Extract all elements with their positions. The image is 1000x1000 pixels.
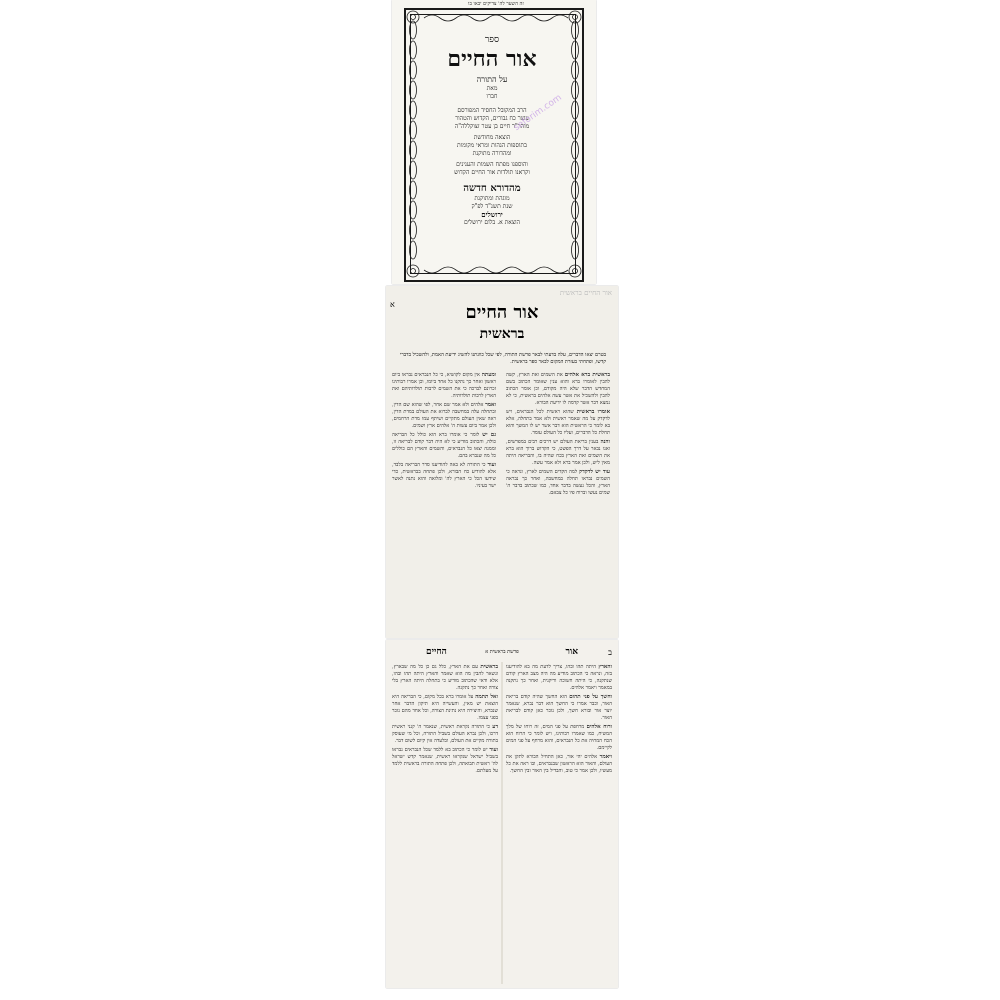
- title-body-line: וקראנו תולדות אור החיים הקדוש: [454, 169, 530, 176]
- text-column-right: [506, 372, 610, 632]
- text-column-left: [392, 372, 496, 632]
- running-header-left: החיים: [426, 647, 447, 657]
- commentary-paragraph: ויאמר אלהים יהי אור, כאן התחיל הבורא לתקן את העולם, והאור הוא הראשון שבנבראים, ובו ראה את כל מעשיו, ולכן אמר כי טוב, והבדיל בין האור ובין החשך.: [506, 754, 612, 774]
- page-number: ב: [608, 648, 612, 657]
- commentary-paragraph: ואמר אלהים ולא אמר שם אחר, לפי שהוא שם הדין, ובתחלה עלה במחשבה לברוא את העולם במדת הדין, ראה שאין העולם מתקיים ושיתף עמו מדת הרחמים, ולכן אמר ביום עשות ה' אלהים ארץ ושמים.: [392, 402, 496, 429]
- title-body-line: ומהדורה מתוקנת: [472, 150, 512, 157]
- page-letter: א: [390, 300, 395, 309]
- title-page-scan: [392, 0, 596, 284]
- title-body-line: הוצאה מחודשת: [473, 134, 511, 141]
- edition-line: מהדורא חדשה: [463, 183, 521, 194]
- commentary-paragraph: ורוח אלהים מרחפת על פני המים, זה רוחו של מלך המשיח, כמו שאמרו רבותינו, ויש לומר כי הרוח הוא הכח המחיה את כל הנבראים, והוא מרחף על פני המים לקיימם.: [506, 724, 612, 751]
- intro-paragraph: בטרם יצאו הדברים, עלה בדעתי לבאר פרשת התורה, לפי שכל כוונתנו להשיג ידיעת האמת, ולהשכיל בדברי קדשו, ופתחתי בעזרת המקום לבאר ספר בראשית.: [400, 352, 606, 365]
- commentary-paragraph: והארץ היתה תהו ובהו, צריך לדעת מה בא להודיענו בזה, ונראה כי הכתוב מודיע מה היה מצב הארץ קודם שנתקנה, כי היתה חשוכה וריקנית, ואחר כך נתקנה במאמר ויאמר אלהים.: [506, 664, 612, 691]
- title-page-content: [422, 30, 562, 264]
- book-title: אור החיים: [447, 46, 537, 72]
- commentary-paragraph: וחשך על פני תהום הוא החשך שהיה קודם בריאת האור, וכבר אמרו כי החשך הוא דבר נברא, שנאמר יוצר אור ובורא חשך, ולכן נזכר כאן קודם לבריאת האור.: [506, 694, 612, 721]
- title-body-line: הרב המקובל החסיד המפורסם: [457, 107, 527, 114]
- page-title: אור החיים: [465, 302, 539, 323]
- subtitle-line: מאת: [486, 85, 498, 92]
- commentary-paragraph: בראשית עם את הארץ, כלל גם כן כל מה שבארץ, ונשאר להבין מה הוא שאמר והארץ היתה תהו ובהו, אלא ודאי שהכתוב מודיע כי בתחלה היתה הארץ בלי צורה ואחר כך נתקנה.: [392, 664, 498, 691]
- title-body-line: מוהר"ר חיים בן עטר זצוקללה"ה: [454, 123, 530, 130]
- subtitle-line: חברו: [486, 93, 498, 100]
- imprint-line: ירושלים: [481, 211, 503, 219]
- title-body-line: עוצר כח גבורים, הקדוש והטהור: [455, 115, 529, 122]
- page-bereishit-scan: [386, 286, 618, 638]
- imprint-line: הוצאת א. בלום ירושלים: [463, 219, 521, 226]
- title-page-top-strip: זה השער לה' צדיקים יבאו בו: [468, 1, 524, 7]
- page-spread-scan: [386, 640, 618, 988]
- commentary-paragraph: ועוד כי התורה לא באה להודיענו סדר הבריאה בלבד, אלא להודיע כח הבורא, ולכן פתחה בבראשית, כדי שידעו הכל כי הארץ לה' ומלואה והוא נתנה לאשר ישר בעיניו.: [392, 462, 496, 489]
- sefer-label: ספר: [484, 35, 500, 45]
- running-title: פרשת בראשית א: [485, 649, 519, 655]
- subtitle-line: על התורה: [476, 75, 508, 84]
- column-gutter: [501, 662, 503, 984]
- title-body-line: והוספנו מפתח השמות והענינים: [456, 161, 528, 168]
- text-column-left: [392, 664, 498, 984]
- text-column-right: [506, 664, 612, 984]
- imprint-line: שנת תשנ"ד לפ"ק: [471, 203, 513, 210]
- commentary-paragraph: והנה בענין בריאת העולם יש דרכים רבים במפרשים, ואנו נבאר על דרך הפשט, כי הקדוש ברוך הוא ברא את השמים ואת הארץ בכח שהיה בו, והבריאה היתה מאין ליש, ולכן אמר ברא ולא אמר עשה.: [506, 439, 610, 466]
- running-header-right: אור: [565, 647, 578, 657]
- commentary-paragraph: בראשית ברא אלהים את השמים ואת הארץ, קשה להבין לאומרו ברא והוא ענין שאומר הכתוב בשם המחדש הדבר שלא היה מקודם, וכן אומר הכתוב להבין ולהשכיל את אשר עשה אלהים בראשית, כי לא נמצא דבר אשר קדמה לו ידיעת הבורא.: [506, 372, 610, 406]
- title-body-line: בתוספות הגהות ומראי מקומות: [457, 142, 527, 149]
- commentary-paragraph: ואל תתמה על אומרו ברא בכל מקום, כי הבריאה היא הוצאת יש מאין, והעשייה היא תיקון הדבר אחר שנברא, והיצירה היא נתינת הצורה, וכל אחד מהם נזכר בפני עצמו.: [392, 694, 498, 721]
- commentary-paragraph: ומעתה אין מקום לקושיא, כי כל הנבראים נבראו ביום ראשון ואחר כך נתקנו כל אחד ביומו, וכן אמרו רבותינו זכרונם לברכה כי את השמים לרבות תולדותיהם ואת הארץ לרבות תולדותיה.: [392, 372, 496, 399]
- commentary-paragraph: עוד יש לדקדק למה הקדים השמים לארץ, ונראה כי השמים נבראו תחלה במחשבה, ואחר כך נבראה הארץ, והכל נעשה בדבר אחד, כמו שכתוב בדבר ה' שמים נעשו וברוח פיו כל צבאם.: [506, 469, 610, 496]
- commentary-paragraph: גם יש לומר כי אומרו ברא הוא כולל כל הבריאה כולה, והכתוב מודיע כי לא היה דבר קודם לבריאה זו, וממנה יצאו כל הנבראים, והשמים והארץ הם כוללים כל מה שנברא בהם.: [392, 432, 496, 459]
- parsha-title: בראשית: [479, 326, 525, 342]
- commentary-paragraph: ועוד יש לומר כי הכתוב בא ללמד שכל הנבראים נבראו בשביל ישראל שנקראו ראשית, שנאמר קדש ישראל לה' ראשית תבואתה, ולכן פתחה התורה בראשית ללמד על מעלתם.: [392, 747, 498, 774]
- commentary-paragraph: דע כי התורה נקראת ראשית, שנאמר ה' קנני ראשית דרכו, ולכן נברא העולם בשביל התורה, וכל מי שעוסק בתורה מקיים את העולם, ובלעדה אין קיום לשום דבר.: [392, 724, 498, 744]
- watermark: seforim.com: [512, 92, 564, 134]
- commentary-paragraph: אומרו בראשית שהוא ראשית לכל הנבראים, ויש לדקדק על מה שאמר ראשית ולא אמר בתחלה, אלא בא לומר כי הראשית הוא דבר אשר יש לו המשך והוא תחלת כל הדברים, ועליו כל העולם עומד.: [506, 409, 610, 436]
- bleed-through-header: אור החיים בראשית: [559, 289, 612, 297]
- imprint-line: מוגהת ומתוקנת: [474, 195, 510, 202]
